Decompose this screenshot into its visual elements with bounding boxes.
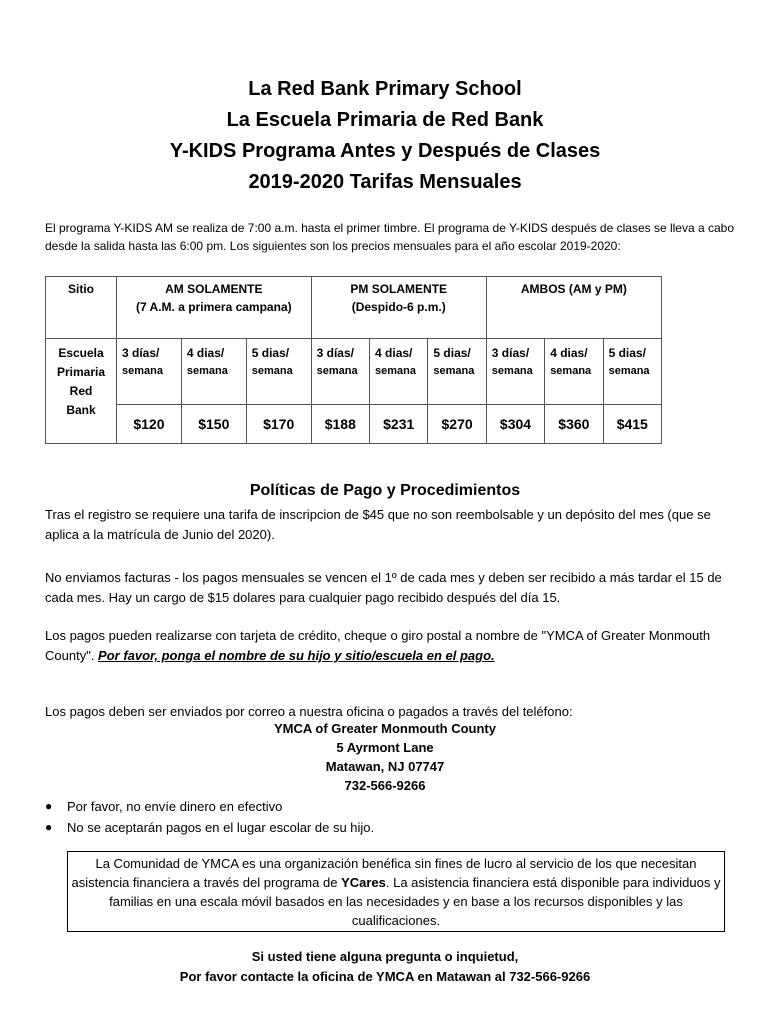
- title-line-2: La Escuela Primaria de Red Bank: [226, 109, 544, 131]
- policies-title: Políticas de Pago y Procedimientos: [249, 482, 521, 499]
- financial-assistance-notice: La Comunidad de YMCA es una organización benéfica sin fines de lucro al servicio de los que necesitan asistencia financiera a través del programa de YCares. La asistencia financiera está disponible para individuos y familias en una escala móvil basados en las necesidades y en base a los recursos disponibles y las cualificaciones.: [67, 851, 725, 932]
- policy-paragraph-registration: Tras el registro se requiere una tarifa de inscripcion de $45 que no son reembolsable y un depósito del mes (que se aplica a la matrícula de Junio del 2020).: [45, 507, 711, 542]
- table-header-row: [46, 277, 662, 339]
- price-cell: $304: [486, 405, 544, 444]
- option-days-cell: 3 días/ semana: [486, 339, 544, 405]
- policy-paragraph-invoices: No enviamos facturas - los pagos mensuales se vencen el 1º de cada mes y deben ser recibido a más tardar el 15 de cada mes. Hay un cargo de $15 dolares para cualquier pago recibido después del día 15.: [45, 570, 722, 605]
- title-line-1: La Red Bank Primary School: [248, 78, 522, 100]
- bullet-list: [45, 796, 374, 838]
- option-days-cell: 5 dias/ semana: [603, 339, 661, 405]
- price-cell: $120: [117, 405, 182, 444]
- bullet-icon: ●: [45, 799, 53, 813]
- option-days-cell: 3 días/ semana: [311, 339, 369, 405]
- option-days-cell: 4 dias/ semana: [545, 339, 603, 405]
- price-cell: $415: [603, 405, 661, 444]
- price-cell: $150: [181, 405, 246, 444]
- bullet-icon: ●: [45, 820, 53, 834]
- header-am: AM SOLAMENTE (7 A.M. a primera campana): [117, 277, 312, 339]
- price-cell: $170: [246, 405, 311, 444]
- header-pm: PM SOLAMENTE (Despido-6 p.m.): [311, 277, 486, 339]
- policy-paragraph-mail: Los pagos deben ser enviados por correo a nuestra oficina o pagados a través del teléfono:: [45, 704, 573, 719]
- address-street: 5 Ayrmont Lane: [336, 740, 434, 755]
- option-days-cell: 3 días/ semana: [117, 339, 182, 405]
- closing-line-2: Por favor contacte la oficina de YMCA en Matawan al 732-566-9266: [179, 969, 591, 984]
- document-title: [0, 74, 770, 198]
- price-cell: $188: [311, 405, 369, 444]
- intro-paragraph: El programa Y-KIDS AM se realiza de 7:00 a.m. hasta el primer timbre. El programa de Y-KIDS después de clases se lleva a cabo desde la salida hasta las 6:00 pm. Los siguientes son los precios mensuales para el año escolar 2019-2020:: [45, 221, 735, 253]
- list-item: ● No se aceptarán pagos en el lugar escolar de su hijo.: [45, 817, 374, 838]
- header-site: Sitio: [46, 277, 117, 339]
- header-both: AMBOS (AM y PM): [486, 277, 661, 339]
- policy-paragraph-payment-methods: Los pagos pueden realizarse con tarjeta de crédito, cheque o giro postal a nombre de "YMCA of Greater Monmouth County". Por favor, ponga el nombre de su hijo y sitio/escuela en el pago.: [45, 628, 711, 663]
- price-cell: $360: [545, 405, 603, 444]
- table-row-days: [46, 339, 662, 405]
- site-name-cell: Escuela Primaria Red Bank: [46, 339, 117, 444]
- price-cell: $231: [370, 405, 428, 444]
- title-line-3: Y-KIDS Programa Antes y Después de Clases: [169, 140, 601, 162]
- price-cell: $270: [428, 405, 486, 444]
- mailing-address: [0, 719, 770, 795]
- address-name: YMCA of Greater Monmouth County: [274, 721, 496, 736]
- option-days-cell: 5 dias/ semana: [246, 339, 311, 405]
- table-row-prices: [46, 405, 662, 444]
- address-city: Matawan, NJ 07747: [325, 759, 445, 774]
- closing-line-1: Si usted tiene alguna pregunta o inquietud,: [251, 949, 519, 964]
- rates-table: [45, 276, 662, 444]
- option-days-cell: 5 dias/ semana: [428, 339, 486, 405]
- option-days-cell: 4 dias/ semana: [370, 339, 428, 405]
- option-days-cell: 4 dias/ semana: [181, 339, 246, 405]
- list-item: ● Por favor, no envíe dinero en efectivo: [45, 796, 374, 817]
- ycares-label: YCares: [341, 875, 386, 890]
- title-line-4: 2019-2020 Tarifas Mensuales: [248, 171, 522, 193]
- payment-note-emphasis: Por favor, ponga el nombre de su hijo y sitio/escuela en el pago.: [98, 648, 495, 663]
- closing-contact: [0, 947, 770, 987]
- address-phone: 732-566-9266: [344, 778, 426, 793]
